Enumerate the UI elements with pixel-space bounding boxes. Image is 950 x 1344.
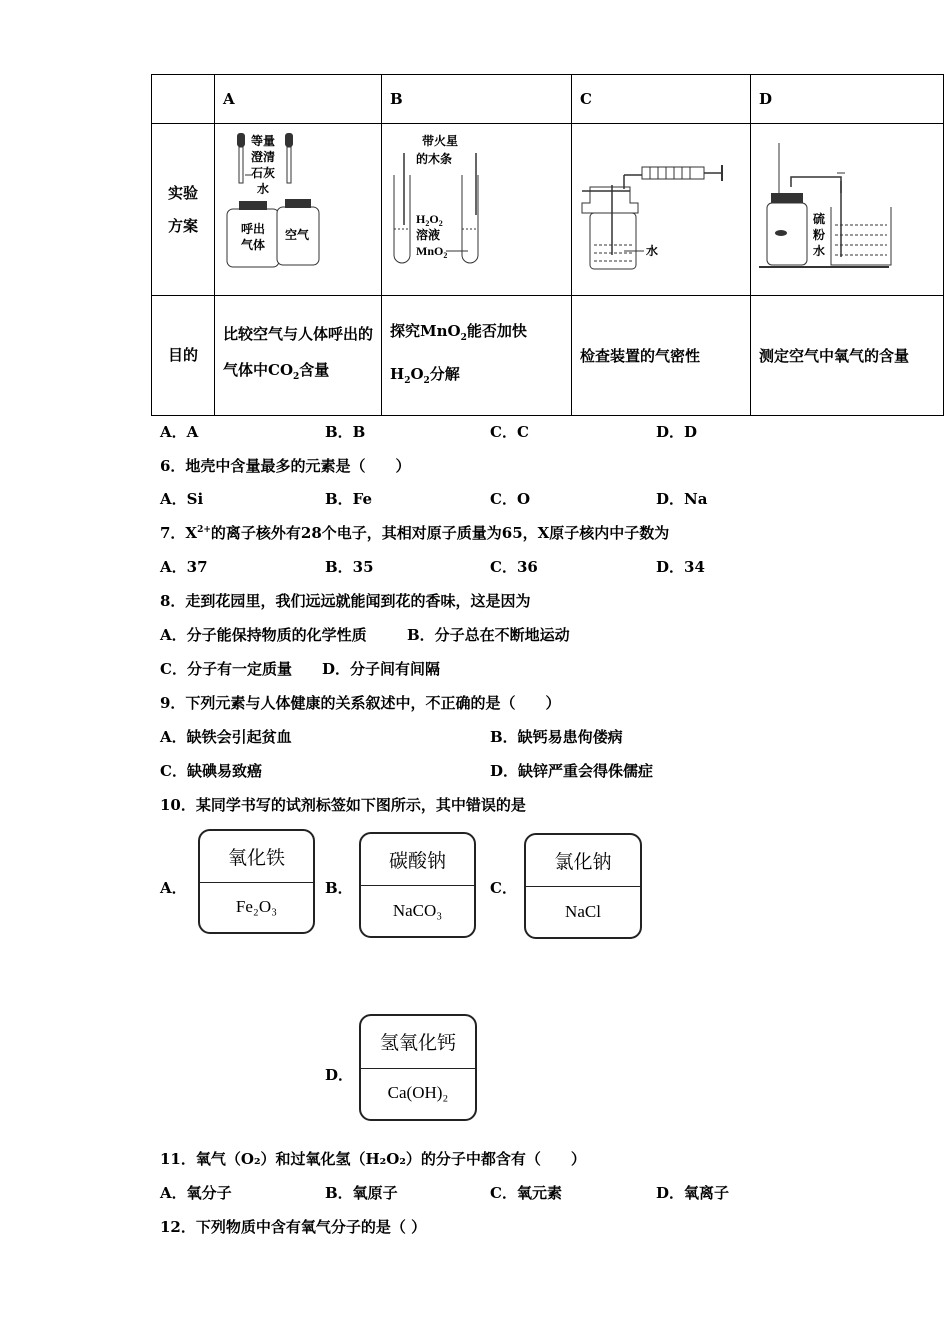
q10-option-a-letter: A．: [160, 879, 187, 897]
svg-text:MnO2: MnO$_2$: [416, 243, 448, 260]
q10-option-c-letter: C．: [490, 879, 517, 897]
row-label-plan: 实验方案: [152, 124, 215, 296]
q5-option-d: D．D: [656, 423, 698, 441]
header-c: C: [572, 75, 751, 124]
q8-option-d: D．分子间有间隔: [322, 660, 441, 678]
q10-stem: 10．某同学书写的试剂标签如下图所示，其中错误的是: [160, 796, 526, 814]
reagent-label-a: 氧化铁 Fe₂O₃: [198, 829, 315, 934]
q6-option-c: C．O: [490, 490, 531, 508]
q5-option-a: A．A: [160, 423, 199, 441]
q7-option-b: B．35: [325, 558, 374, 576]
q5-option-c: C．C: [490, 423, 529, 441]
q8-option-b: B．分子总在不断地运动: [407, 626, 570, 644]
diagram-d: [751, 124, 944, 296]
q9-option-a: A．缺铁会引起贫血: [160, 728, 292, 746]
experiment-table: [151, 74, 944, 416]
q9-option-b: B．缺钙易患佝偻病: [490, 728, 623, 746]
header-a: A: [215, 75, 382, 124]
header-d: D: [751, 75, 944, 124]
svg-text:H2O2: $H_2O_2$: [416, 211, 443, 228]
svg-text:硫粉水: 硫粉水: [813, 211, 826, 258]
q9-stem: 9．下列元素与人体健康的关系叙述中，不正确的是（ ）: [160, 694, 561, 712]
q8-stem: 8．走到花园里，我们远远就能闻到花的香味，这是因为: [160, 592, 531, 610]
diagram-c: [572, 124, 751, 296]
q8-option-c: C．分子有一定质量: [160, 660, 292, 678]
q6-stem: 6．地壳中含量最多的元素是（ ）: [160, 457, 411, 475]
q5-option-b: B．B: [325, 423, 366, 441]
q11-option-c: C．氧元素: [490, 1184, 562, 1202]
label-a-top: 等量澄清石灰水: [250, 133, 276, 196]
diagram-b: [382, 124, 572, 296]
header-empty: [152, 75, 215, 124]
purpose-d: 测定空气中氧气的含量: [751, 296, 944, 416]
reagent-label-c: 氯化钠 NaCl: [524, 833, 642, 939]
svg-text:带火星: 带火星: [422, 133, 459, 148]
q9-option-d: D．缺锌严重会得侏儒症: [490, 762, 654, 780]
q7-option-d: D．34: [656, 558, 705, 576]
q11-stem: 11．氧气（O₂）和过氧化氢（H₂O₂）的分子中都含有（ ）: [160, 1150, 586, 1168]
q8-option-a: A．分子能保持物质的化学性质: [160, 626, 367, 644]
q11-option-a: A．氧分子: [160, 1184, 232, 1202]
svg-text:溶液: 溶液: [416, 227, 441, 242]
q7-option-c: C．36: [490, 558, 538, 576]
svg-text:水: 水: [646, 243, 659, 258]
svg-text:的木条: 的木条: [416, 151, 453, 166]
diagram-a: [215, 124, 382, 296]
q6-option-a: A．Si: [160, 490, 204, 508]
svg-text:呼出气体: 呼出气体: [240, 221, 266, 252]
purpose-b: 探究MnO$_2$能否加快$H_2O_2$分解: [382, 296, 572, 416]
q10-option-b-letter: B．: [325, 879, 353, 897]
row-label-purpose: 目的: [152, 296, 215, 416]
svg-text:空气: 空气: [284, 227, 310, 242]
reagent-label-b: 碳酸钠 NaCO₃: [359, 832, 476, 938]
q7-option-a: A．37: [160, 558, 208, 576]
q9-option-c: C．缺碘易致癌: [160, 762, 262, 780]
q11-option-d: D．氧离子: [656, 1184, 730, 1202]
q7-stem: 7．$X^{2+}$的离子核外有28个电子，其相对原子质量为65，X原子核内中子数为: [160, 524, 670, 542]
q6-option-d: D．Na: [656, 490, 708, 508]
reagent-label-d: 氢氧化钙 Ca(OH)₂: [359, 1014, 477, 1121]
q12-stem: 12．下列物质中含有氧气分子的是（ ）: [160, 1218, 427, 1236]
q11-option-b: B．氧原子: [325, 1184, 398, 1202]
purpose-a: 比较空气与人体呼出的气体中$CO_2$含量: [215, 296, 382, 416]
q6-option-b: B．Fe: [325, 490, 373, 508]
header-b: B: [382, 75, 572, 124]
purpose-c: 检查装置的气密性: [572, 296, 751, 416]
q10-option-d-letter: D．: [325, 1066, 354, 1084]
